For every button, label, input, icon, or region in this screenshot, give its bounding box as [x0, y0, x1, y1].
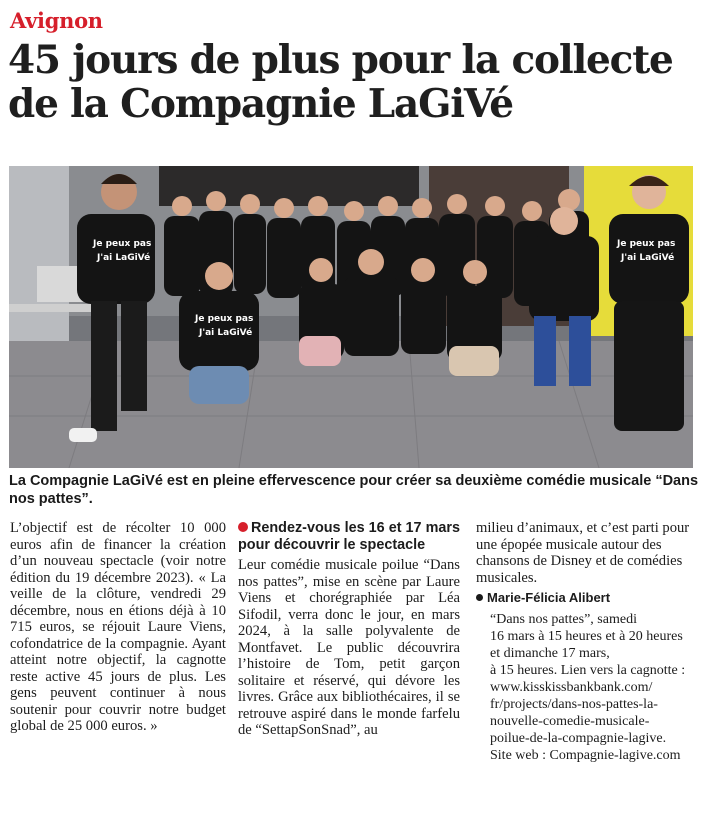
info-line: 16 mars à 15 heures et à 20 heures	[490, 628, 683, 644]
info-line: fr/projects/dans-nos-pattes-la-	[490, 696, 658, 712]
shirt-text-3: Je peux pas	[195, 314, 254, 324]
bullet-icon	[476, 594, 483, 601]
info-line: nouvelle-comedie-musicale-	[490, 713, 650, 729]
author-byline: Marie-Félicia Alibert	[476, 590, 696, 607]
subheading: Rendez-vous les 16 et 17 mars pour découvrir le spectacle	[238, 520, 460, 553]
red-bullet-icon	[238, 522, 248, 532]
col3-body: milieu d’animaux, et c’est parti pour une épopée musicale autour des chansons de Disney et de comédies musicales.	[476, 520, 690, 586]
photo-caption: La Compagnie LaGiVé est en pleine effervescence pour créer sa deuxième comédie musicale “Dans nos pattes”.	[9, 473, 699, 507]
article-column-3	[476, 520, 696, 764]
article-column-1	[10, 520, 226, 735]
col2-body: Leur comédie musicale poilue “Dans nos pattes”, mise en scène par Laure Viens et chorégraphiée par Léa Sifodil, verra donc le jour, en mars 2024, à la salle polyvalente de Montfavet. Le public découvrira l’histoire de Tom, petit garçon solitaire et réservé, qui dévore les livres. Grâce aux bibliothécaires, il se retrouve aspiré dans le monde farfelu de “SettapSonSnad”, au	[238, 557, 460, 738]
shirt-text-5: Je peux pas	[617, 239, 676, 249]
event-info	[476, 611, 696, 764]
section-label: Avignon	[10, 8, 103, 33]
info-line: Site web : Compagnie-lagive.com	[490, 747, 681, 763]
article-column-2	[238, 520, 460, 739]
info-line: à 15 heures. Lien vers la cagnotte : www.kisskissbankbank.com/	[490, 662, 686, 695]
headline: 45 jours de plus pour la collecte de la Compagnie LaGiVé	[8, 37, 673, 127]
info-line: poilue-de-la-compagnie-lagive.	[490, 730, 667, 746]
group-photo-illustration	[9, 166, 693, 468]
shirt-text-2: J'ai LaGiVé	[97, 253, 151, 263]
shirt-text-1: Je peux pas	[93, 239, 152, 249]
shirt-text-4: J'ai LaGiVé	[199, 328, 253, 338]
info-line: et dimanche 17 mars,	[490, 645, 610, 661]
col1-body: L’objectif est de récolter 10 000 euros afin de financer la création d’un nouveau spectacle (voir notre édition du 19 décembre 2023). « La veille de la clôture, vendredi 29 décembre, nous en étions déjà à 10 715 euros, se réjouit Laure Viens, cofondatrice de la compagnie. Ayant atteint notre objectif, la cagnotte reste active 45 jours de plus. Les gens peuvent continuer à nous soutenir pour couvrir notre budget global de 25 000 euros. »	[10, 520, 226, 734]
group-photo	[9, 166, 693, 468]
info-line: “Dans nos pattes”, samedi	[490, 611, 637, 627]
shirt-text-6: J'ai LaGiVé	[621, 253, 675, 263]
